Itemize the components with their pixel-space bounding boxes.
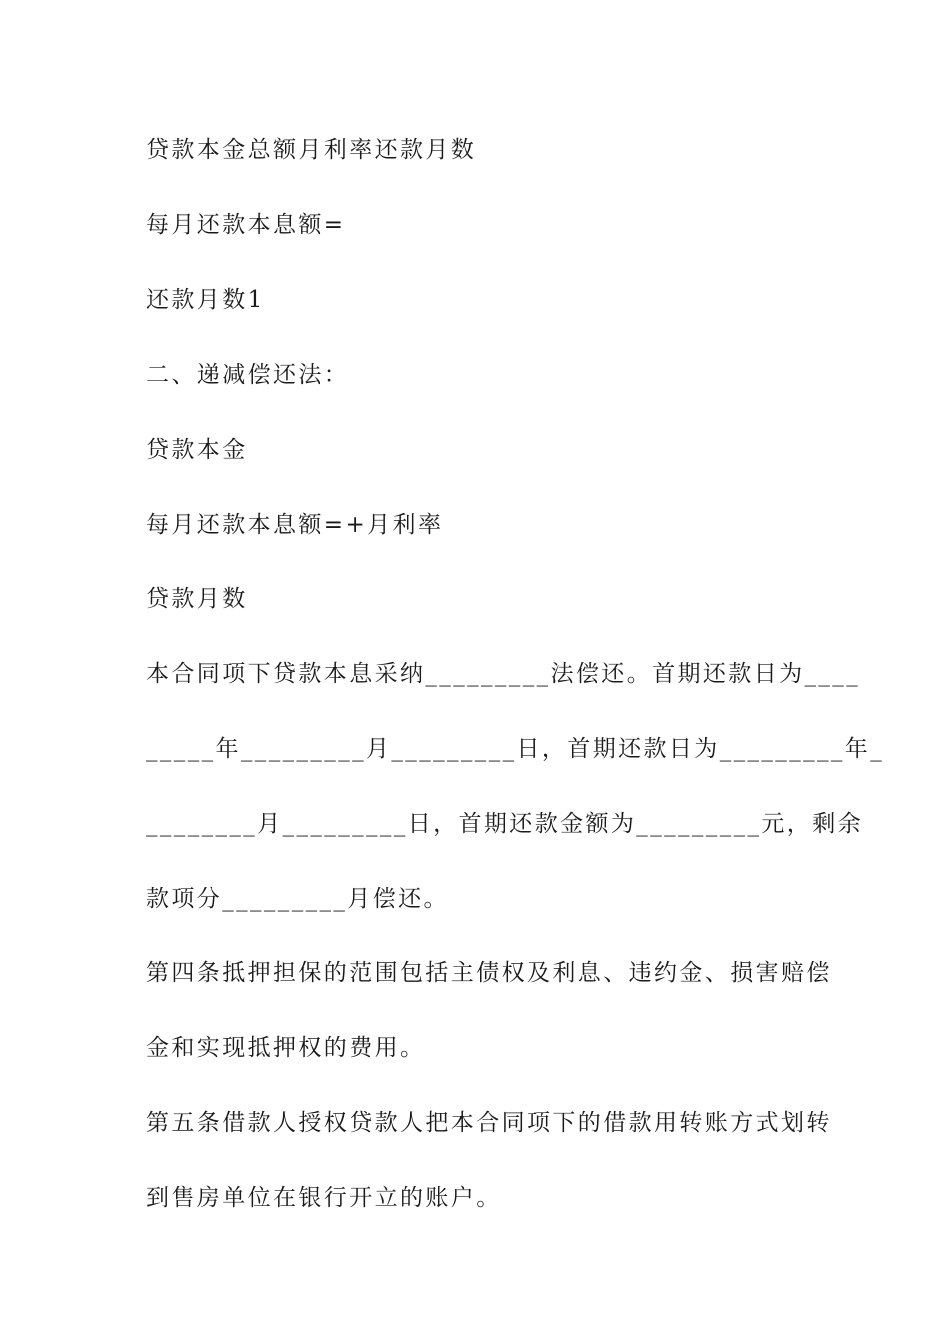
- text-line-11: 款项分_________月偿还。: [146, 886, 449, 912]
- text-line-2: 每月还款本息额=: [146, 212, 346, 238]
- text-line-9: _____年_________月_________日，首期还款日为_________年_: [146, 736, 885, 762]
- article-4-line-1: 第四条抵押担保的范围包括主债权及利息、违约金、损害赔偿: [146, 960, 832, 986]
- text-line-3: 还款月数1: [146, 287, 265, 313]
- text-line-7: 贷款月数: [146, 586, 248, 612]
- text-line-1: 贷款本金总额月利率还款月数: [146, 137, 477, 163]
- section-heading: 二、递减偿还法：: [146, 362, 350, 388]
- article-5-line-1: 第五条借款人授权贷款人把本合同项下的借款用转账方式划转: [146, 1110, 832, 1136]
- text-line-5: 贷款本金: [146, 437, 248, 463]
- text-line-10: ________月_________日，首期还款金额为_________元，剩余: [146, 811, 863, 837]
- text-line-6: 每月还款本息额=+月利率: [146, 512, 444, 538]
- article-4-line-2: 金和实现抵押权的费用。: [146, 1035, 426, 1061]
- article-5-line-2: 到售房单位在银行开立的账户。: [146, 1185, 502, 1211]
- text-line-8: 本合同项下贷款本息采纳_________法偿还。首期还款日为____: [146, 661, 861, 687]
